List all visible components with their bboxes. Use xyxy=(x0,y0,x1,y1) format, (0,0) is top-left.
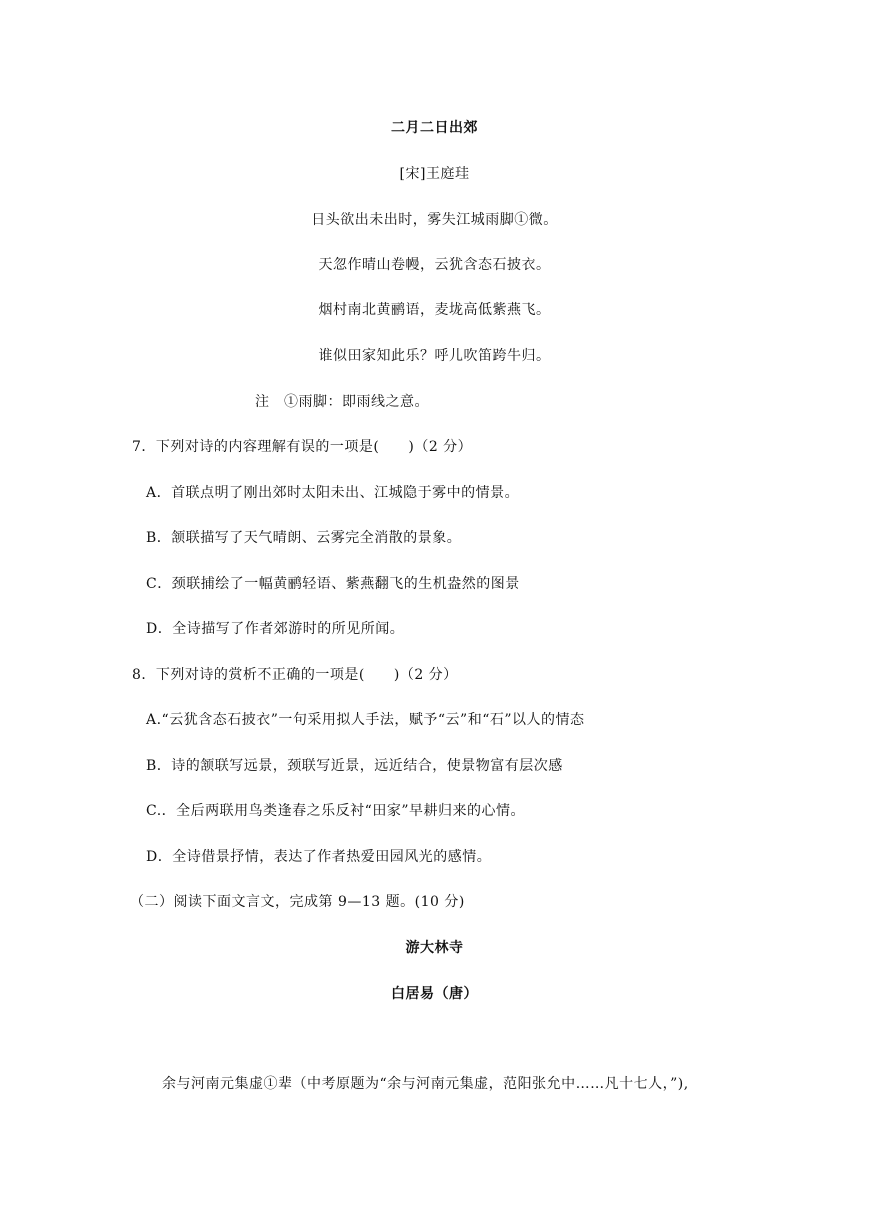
question-7-option-d: D．全诗描写了作者郊游时的所见所闻。 xyxy=(146,621,405,637)
poem-line: 谁似田家知此乐？呼儿吹笛跨牛归。 xyxy=(318,348,551,364)
prose-first-line: 余与河南元集虚①辈（中考原题为“余与河南元集虚，范阳张允中……凡十七人，”), xyxy=(162,1076,689,1092)
question-8-option-d: D．全诗借景抒情，表达了作者热爱田园风光的感情。 xyxy=(146,849,492,865)
question-8-option-c: C.．全后两联用鸟类逢春之乐反衬“田家”早耕归来的心情。 xyxy=(146,803,525,819)
poem-line: 日头欲出未出时，雾失江城雨脚①微。 xyxy=(311,212,558,228)
question-7-stem: 7．下列对诗的内容理解有误的一项是( )（2 分） xyxy=(132,439,473,455)
question-8-option-b: B．诗的颔联写远景，颈联写近景，远近结合，使景物富有层次感 xyxy=(146,758,563,774)
section-heading: （二）阅读下面文言文，完成第 9—13 题。(10 分) xyxy=(130,894,465,910)
question-7-option-a: A．首联点明了刚出郊时太阳未出、江城隐于雾中的情景。 xyxy=(146,485,520,501)
poem-author: [宋]王庭珪 xyxy=(399,166,470,182)
poem-title: 二月二日出郊 xyxy=(391,120,478,136)
poem-line: 天忽作晴山卷幔，云犹含态石披衣。 xyxy=(318,257,551,273)
poem-note: 注 ①雨脚：即雨线之意。 xyxy=(255,394,429,410)
question-7-option-b: B．颔联描写了天气晴朗、云雾完全消散的景象。 xyxy=(146,530,462,546)
question-7-option-c: C．颈联捕绘了一幅黄鹂轻语、紫燕翻飞的生机盎然的图景 xyxy=(146,576,520,592)
question-8-stem: 8．下列对诗的赏析不正确的一项是( )（2 分） xyxy=(132,667,458,683)
prose-title: 游大林寺 xyxy=(405,940,464,956)
question-8-option-a: A.“云犹含态石披衣”一句采用拟人手法，赋予“云”和“石”以人的情态 xyxy=(146,712,585,728)
poem-line: 烟村南北黄鹂语，麦垅高低紫燕飞。 xyxy=(318,302,551,318)
prose-author: 白居易（唐） xyxy=(391,986,478,1002)
